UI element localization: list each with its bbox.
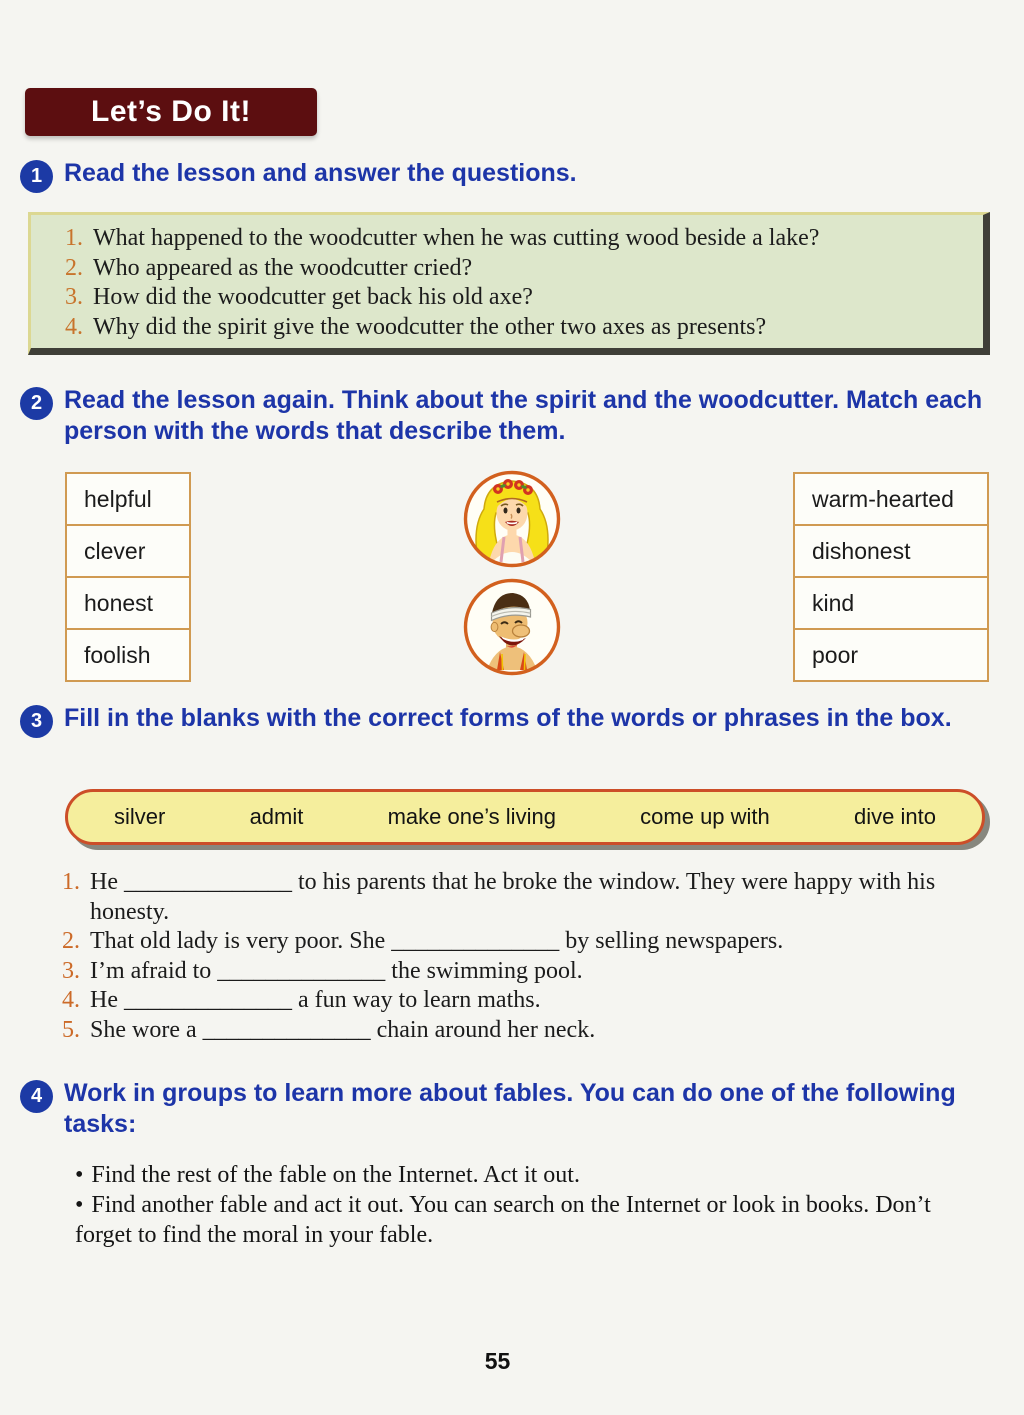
question-text: Who appeared as the woodcutter cried? bbox=[93, 254, 473, 281]
sentence-item-1 bbox=[62, 868, 994, 927]
question-item-1 bbox=[65, 224, 973, 254]
match-word-warm-hearted: warm-hearted bbox=[812, 485, 954, 512]
exercise3-number-badge: 3 bbox=[20, 705, 53, 738]
task-item-1 bbox=[75, 1160, 957, 1190]
sentence-item-5 bbox=[62, 1016, 994, 1046]
questions-box bbox=[28, 212, 990, 355]
sentence-text: He ______________ a fun way to learn maths. bbox=[90, 987, 541, 1013]
word-box-item: dive into bbox=[854, 804, 936, 829]
word-box-item: admit bbox=[249, 804, 304, 829]
match-word-dishonest: dishonest bbox=[795, 524, 987, 576]
sentence-number: 3. bbox=[62, 957, 80, 984]
match-right-column bbox=[793, 472, 989, 682]
exercise1-number-badge: 1 bbox=[20, 160, 53, 193]
spirit-avatar bbox=[461, 468, 563, 570]
lets-do-it-banner: Let’s Do It! bbox=[25, 88, 317, 136]
sentence-number: 5. bbox=[62, 1016, 80, 1043]
match-word-honest: honest bbox=[67, 576, 189, 628]
sentence-number: 4. bbox=[62, 987, 80, 1013]
sentence-item-4 bbox=[62, 986, 994, 1016]
exercise3-title: Fill in the blanks with the correct forms of the words or phrases in the box. bbox=[64, 704, 952, 732]
task-text: Find another fable and act it out. You can search on the Internet or look in books. Don’t forget to find the moral in your fable. bbox=[75, 1192, 931, 1248]
sentence-number: 1. bbox=[62, 869, 80, 895]
match-word-kind: kind bbox=[795, 576, 987, 628]
match-word-helpful: helpful bbox=[84, 485, 152, 512]
exercise2-title: Read the lesson again. Think about the spirit and the woodcutter. Match each person with the words that describe them. bbox=[64, 386, 983, 445]
sentence-item-2 bbox=[62, 927, 994, 957]
exercise4-heading bbox=[20, 1078, 1005, 1140]
question-item-4 bbox=[65, 313, 973, 343]
word-box-item: make one’s living bbox=[387, 804, 556, 829]
task-item-2 bbox=[75, 1190, 957, 1250]
match-word-clever: clever bbox=[67, 524, 189, 576]
sentence-text: She wore a ______________ chain around her neck. bbox=[90, 1016, 596, 1043]
sentence-item-3 bbox=[62, 957, 994, 987]
exercise4-title: Work in groups to learn more about fables. You can do one of the following tasks: bbox=[64, 1079, 956, 1138]
match-word-poor: poor bbox=[795, 628, 987, 680]
sentence-text: He ______________ to his parents that he broke the window. They were happy with his honesty. bbox=[90, 869, 936, 925]
match-left-column bbox=[65, 472, 191, 682]
exercise2-heading bbox=[20, 385, 1005, 447]
question-number: 2. bbox=[65, 254, 83, 281]
word-box bbox=[65, 789, 985, 845]
exercise2-number-badge: 2 bbox=[20, 387, 53, 420]
question-number: 1. bbox=[65, 225, 83, 251]
exercise1-heading bbox=[20, 158, 1005, 193]
word-box-item: come up with bbox=[640, 804, 770, 829]
question-number: 4. bbox=[65, 313, 83, 340]
exercise4-number-badge: 4 bbox=[20, 1080, 53, 1113]
task-list bbox=[75, 1160, 957, 1250]
exercise1-title: Read the lesson and answer the questions. bbox=[64, 159, 577, 187]
exercise3-heading bbox=[20, 703, 1005, 738]
fill-in-sentences bbox=[62, 868, 994, 1045]
question-text: How did the woodcutter get back his old axe? bbox=[93, 284, 533, 310]
woodcutter-avatar-icon bbox=[461, 576, 563, 678]
spirit-avatar-icon bbox=[461, 468, 563, 570]
question-text: What happened to the woodcutter when he was cutting wood beside a lake? bbox=[93, 225, 820, 251]
bullet-icon: • bbox=[75, 1192, 84, 1218]
page-number: 55 bbox=[484, 1348, 511, 1374]
bullet-icon: • bbox=[75, 1162, 84, 1188]
question-number: 3. bbox=[65, 284, 83, 310]
question-text: Why did the spirit give the woodcutter the other two axes as presents? bbox=[93, 313, 767, 340]
woodcutter-avatar bbox=[461, 576, 563, 678]
sentence-text: I’m afraid to ______________ the swimming pool. bbox=[90, 957, 583, 984]
question-item-2 bbox=[65, 254, 973, 284]
sentence-number: 2. bbox=[62, 928, 80, 954]
sentence-text: That old lady is very poor. She ______________ by selling newspapers. bbox=[90, 928, 784, 954]
question-item-3 bbox=[65, 283, 973, 313]
word-box-item: silver bbox=[114, 804, 166, 829]
task-text: Find the rest of the fable on the Internet. Act it out. bbox=[91, 1162, 580, 1188]
match-word-foolish: foolish bbox=[67, 628, 189, 680]
